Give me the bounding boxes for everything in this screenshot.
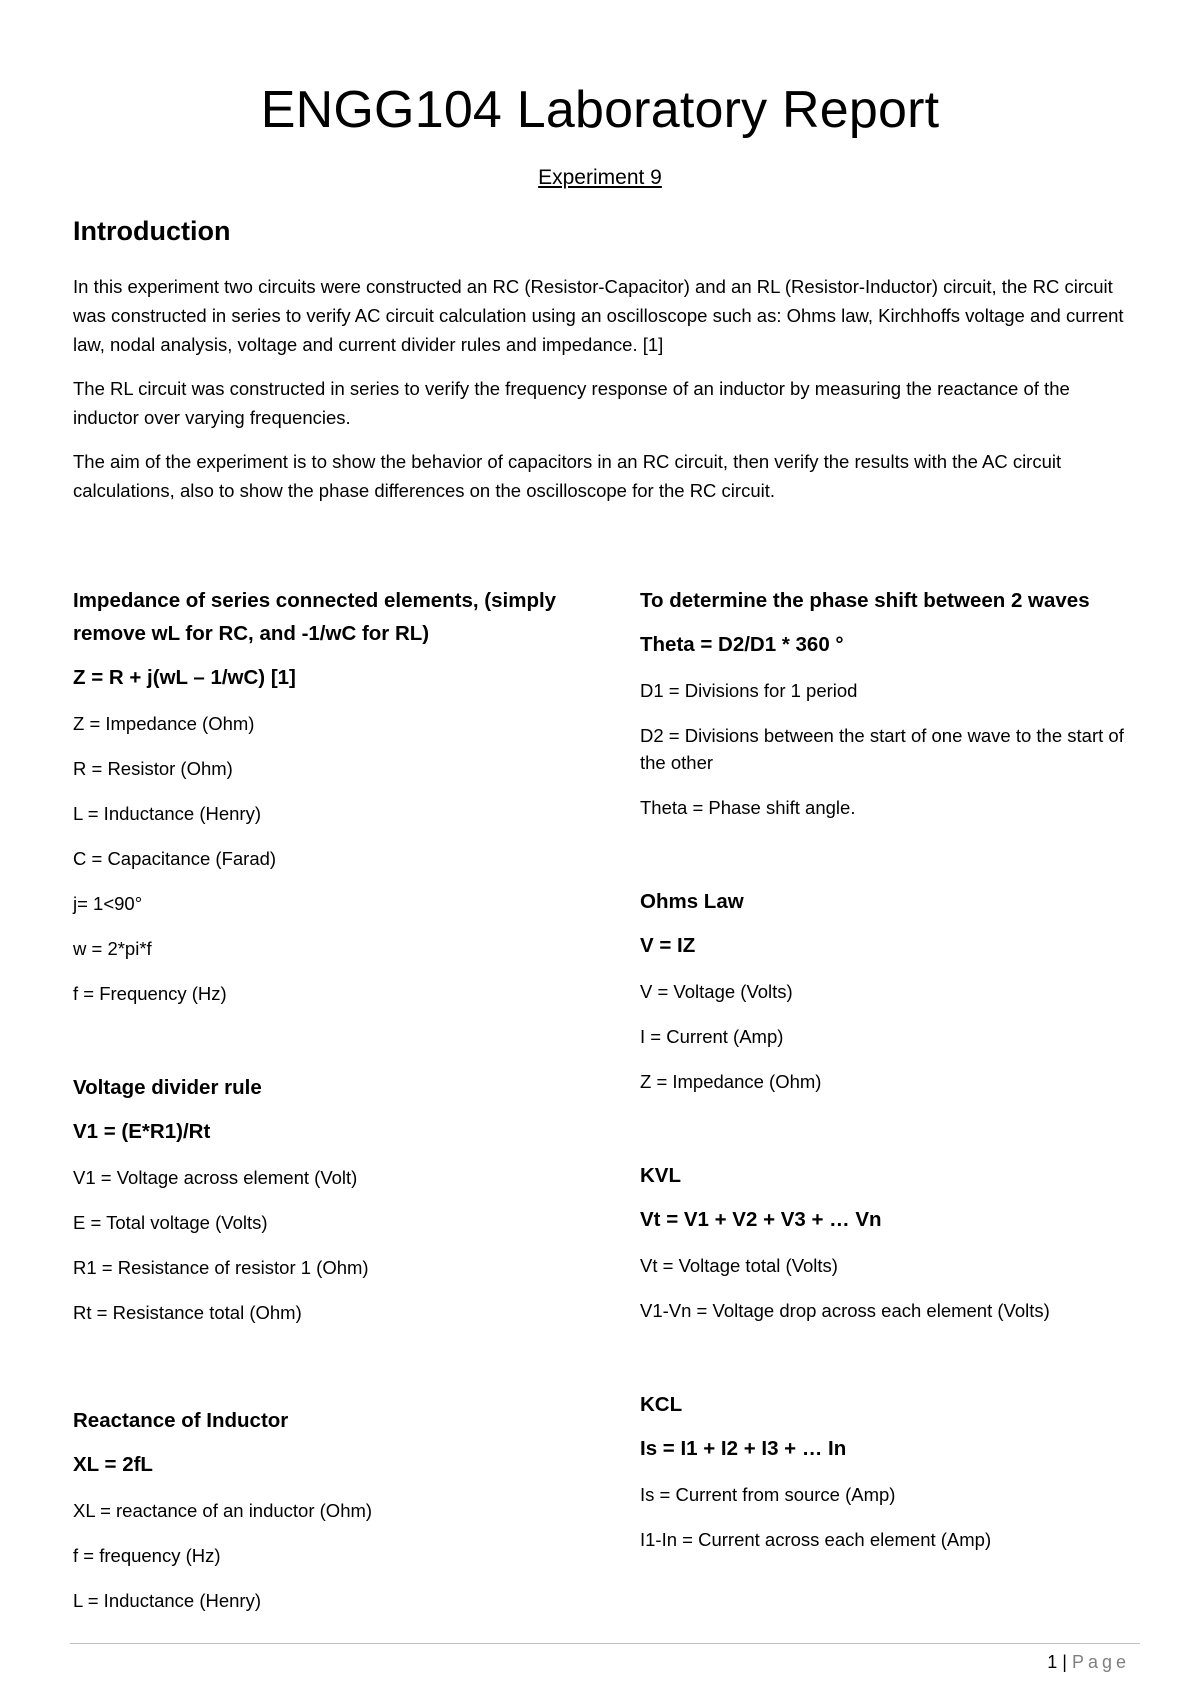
phase-shift-section <box>640 584 1140 821</box>
definition-line: I1-In = Current across each element (Amp) <box>640 1529 992 1550</box>
section-heading: Reactance of Inductor <box>73 1409 289 1432</box>
section-formula: V = IZ <box>640 934 696 957</box>
inductor-reactance-section <box>73 1404 613 1614</box>
intro-paragraph: The RL circuit was constructed in series to verify the frequency response of an inductor by measuring the reactance of the inductor over varying frequencies. <box>73 378 1070 428</box>
section-heading: Voltage divider rule <box>73 1076 262 1099</box>
section-formula: Vt = V1 + V2 + V3 + … Vn <box>640 1208 882 1231</box>
page-number: 1 <box>1047 1652 1058 1672</box>
definition-line: R1 = Resistance of resistor 1 (Ohm) <box>73 1257 369 1278</box>
definition-line: w = 2*pi*f <box>73 938 152 959</box>
voltage-divider-section <box>73 1071 613 1326</box>
left-column <box>73 584 613 1632</box>
definition-line: C = Capacitance (Farad) <box>73 848 277 869</box>
definition-line: f = Frequency (Hz) <box>73 983 227 1004</box>
section-formula: Theta = D2/D1 * 360 ° <box>640 633 844 656</box>
definition-line: L = Inductance (Henry) <box>73 1590 262 1611</box>
definition-line: V = Voltage (Volts) <box>640 981 793 1002</box>
ohms-law-section <box>640 885 1140 1095</box>
definition-line: Is = Current from source (Amp) <box>640 1484 896 1505</box>
definition-line: R = Resistor (Ohm) <box>73 758 233 779</box>
introduction-heading: Introduction <box>73 216 231 246</box>
section-formula: Z = R + j(wL – 1/wC) [1] <box>73 666 296 689</box>
section-formula: V1 = (E*R1)/Rt <box>73 1120 211 1143</box>
definition-line: Rt = Resistance total (Ohm) <box>73 1302 302 1323</box>
definition-line: D1 = Divisions for 1 period <box>640 680 858 701</box>
definition-line: Theta = Phase shift angle. <box>640 797 856 818</box>
definition-line: Z = Impedance (Ohm) <box>640 1071 822 1092</box>
page-label: Page <box>1071 1652 1130 1672</box>
definition-line: Z = Impedance (Ohm) <box>73 713 255 734</box>
impedance-section <box>73 584 613 1007</box>
footer-separator: | <box>1062 1652 1067 1672</box>
experiment-subtitle: Experiment 9 <box>538 166 662 189</box>
right-column <box>640 584 1140 1571</box>
definition-line: Vt = Voltage total (Volts) <box>640 1255 838 1276</box>
definition-line: V1-Vn = Voltage drop across each element (Volts) <box>640 1300 1050 1321</box>
page-footer <box>1047 1652 1130 1673</box>
document-title: ENGG104 Laboratory Report <box>260 81 940 139</box>
section-heading: KCL <box>640 1393 683 1416</box>
section-heading: KVL <box>640 1164 681 1187</box>
introduction-body <box>73 272 1133 520</box>
section-heading: Impedance of series connected elements, (simply remove wL for RC, and -1/wC for RL) <box>73 589 557 645</box>
kcl-section <box>640 1388 1140 1553</box>
section-heading: Ohms Law <box>640 890 744 913</box>
footer-divider <box>70 1643 1140 1644</box>
definition-line: E = Total voltage (Volts) <box>73 1212 268 1233</box>
intro-paragraph: The aim of the experiment is to show the behavior of capacitors in an RC circuit, then verify the results with the AC circuit calculations, also to show the phase differences on the oscilloscope for the RC circuit. <box>73 451 1062 501</box>
definition-line: f = frequency (Hz) <box>73 1545 221 1566</box>
definition-line: V1 = Voltage across element (Volt) <box>73 1167 358 1188</box>
definition-line: XL = reactance of an inductor (Ohm) <box>73 1500 373 1521</box>
section-heading: To determine the phase shift between 2 waves <box>640 589 1090 612</box>
definition-line: L = Inductance (Henry) <box>73 803 262 824</box>
kvl-section <box>640 1159 1140 1324</box>
definition-line: D2 = Divisions between the start of one wave to the start of the other <box>640 725 1124 773</box>
section-formula: Is = I1 + I2 + I3 + … In <box>640 1437 847 1460</box>
definition-line: j= 1<90° <box>73 893 143 914</box>
section-formula: XL = 2fL <box>73 1453 153 1476</box>
definition-line: I = Current (Amp) <box>640 1026 784 1047</box>
intro-paragraph: In this experiment two circuits were constructed an RC (Resistor-Capacitor) and an RL (Resistor-Inductor) circuit, the RC circuit was constructed in series to verify AC circuit calculation using an oscilloscope such as: Ohms law, Kirchhoffs voltage and current law, nodal analysis, voltage and current divider rules and impedance. [1] <box>73 276 1124 355</box>
